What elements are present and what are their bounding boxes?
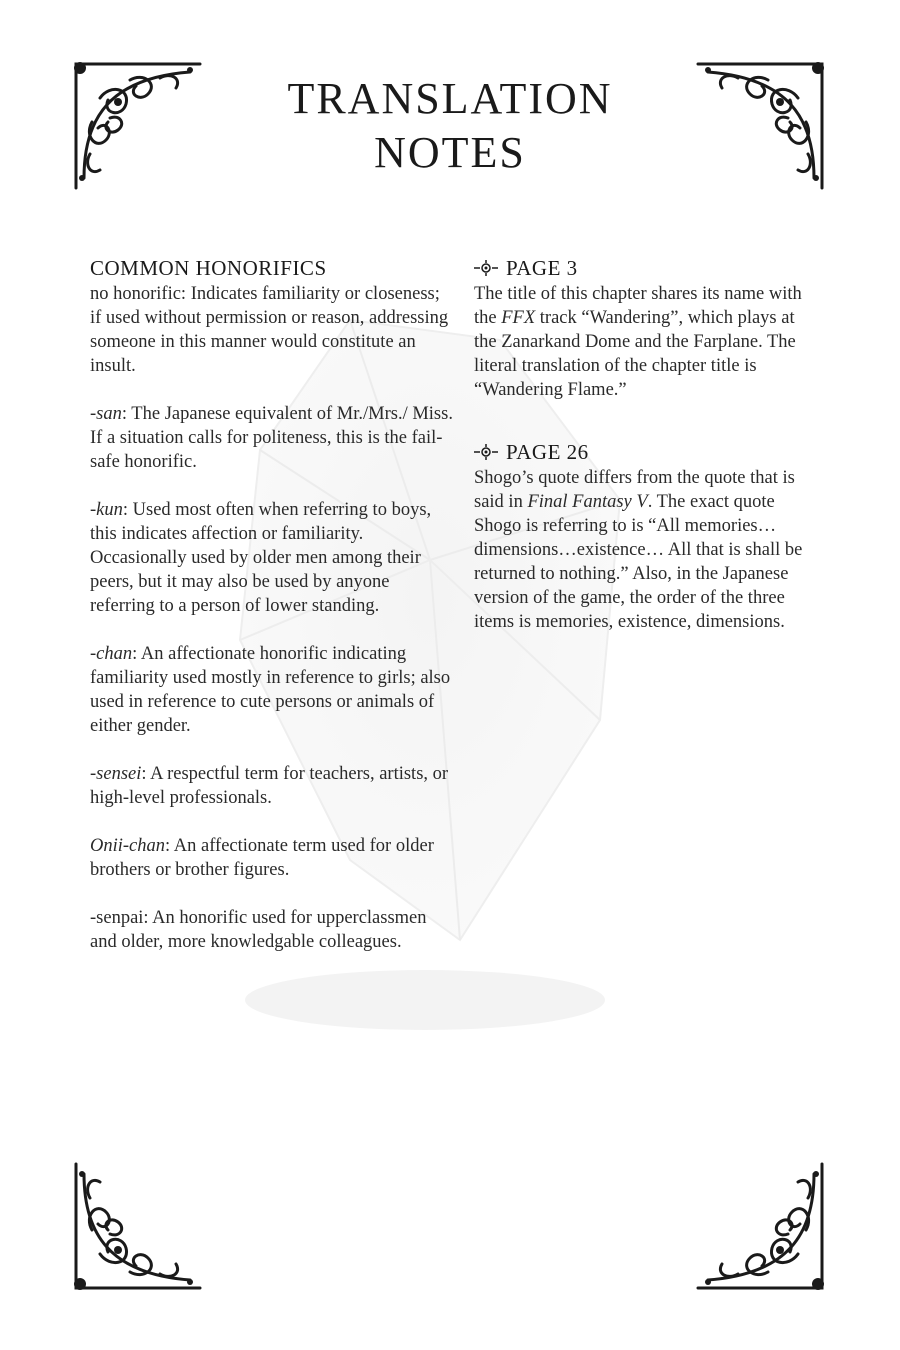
honorific-text: : A respectful term for teachers, artists, or high-level professionals. [90,764,449,808]
page-notes-column [474,254,814,670]
flourish-corner-icon [692,58,828,194]
note-heading [474,254,814,282]
note-heading [474,438,814,466]
note-text: Shogo’s quote differs from the quote that is said in [474,468,795,512]
flourish-corner-icon [692,1158,828,1294]
note-italic: Final Fantasy V [527,492,648,512]
honorific-term: -chan [90,644,133,664]
honorific-text: : The Japanese equivalent of Mr./Mrs./ Miss. If a situation calls for politeness, this is the fail-safe honorific. [90,404,453,472]
honorific-entry [90,498,455,618]
honorific-entry [90,642,455,738]
honorific-term: -kun [90,500,123,520]
honorific-text: : Used most often when referring to boys, this indicates affection or familiarity. Occasionally used by older men among their peers, but it may also be used by anyone referring to a person of lower standing. [90,500,432,616]
honorific-text: : An affectionate honorific indicating familiarity used mostly in reference to girls; also used in reference to cute persons or animals of either gender. [90,644,451,736]
honorific-entry [90,762,455,810]
honorific-term: -sensei [90,764,142,784]
honorific-entry [90,402,455,474]
note-text: The title of this chapter shares its name with the [474,284,802,328]
honorific-entry [90,906,455,954]
note-heading-label: PAGE 26 [506,440,589,464]
note-text: track “Wandering”, which plays at the Zanarkand Dome and the Farplane. The literal translation of the chapter title is “Wandering Flame.” [474,308,796,400]
honorifics-column [90,254,455,954]
honorifics-heading: COMMON HONORIFICS [90,256,327,280]
flourish-corner-icon [70,1158,206,1294]
honorific-term: Onii-chan [90,836,166,856]
crosshair-bullet-icon [474,444,498,460]
honorific-entry [90,834,455,882]
crosshair-bullet-icon [474,260,498,276]
page-title [220,72,680,180]
honorific-entry [90,282,455,378]
note-body [474,282,814,402]
flourish-corner-icon [70,58,206,194]
note-text: . The exact quote Shogo is referring to is “All memories…dimensions…existence… All that is shall be returned to nothing.” Also, in the Japanese version of the game, the order of the three items is memories, existence, dimensions. [474,492,803,632]
note-body [474,466,814,634]
page-title-line-2: NOTES [374,128,526,177]
honorific-text: -senpai: An honorific used for upperclassmen and older, more knowledgable colleagues. [90,908,427,952]
honorific-term: -san [90,404,122,424]
note-heading-label: PAGE 3 [506,256,578,280]
honorific-text: no honorific: Indicates familiarity or closeness; if used without permission or reason, addressing someone in this manner would constitute an insult. [90,284,449,376]
honorific-text: : An affectionate term used for older brothers or brother figures. [90,836,434,880]
note-italic: FFX [501,308,536,328]
page-title-line-1: TRANSLATION [287,74,613,123]
